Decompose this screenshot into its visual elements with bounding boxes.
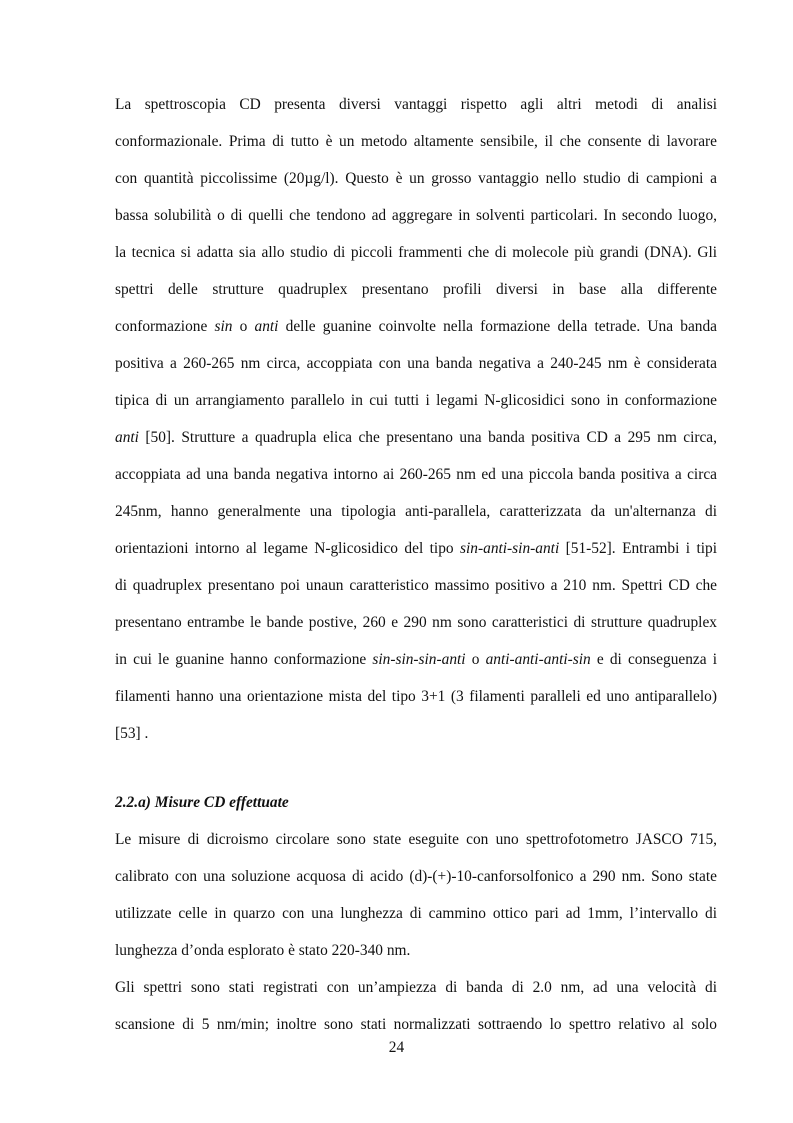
- text-run: accoppiata ad una banda negativa intorno ai 260-265 nm ed una piccola banda positiva a circa: [115, 466, 717, 483]
- italic-term: sin-anti-sin-anti: [460, 540, 560, 557]
- text-run: di quadruplex presentano poi unaun caratteristico massimo positivo a 210 nm. Spettri CD che: [115, 577, 717, 594]
- paragraph-cd-measurements: [115, 821, 717, 969]
- text-line: [115, 123, 717, 160]
- text-line: [115, 604, 717, 641]
- text-line: [115, 858, 717, 895]
- text-line: [115, 895, 717, 932]
- text-run: bassa solubilità o di quelli che tendono ad aggregare in solventi particolari. In secondo luogo,: [115, 207, 717, 224]
- text-run: Gli spettri sono stati registrati con un’ampiezza di banda di 2.0 nm, ad una velocità di: [115, 979, 717, 996]
- text-run: filamenti hanno una orientazione mista del tipo 3+1 (3 filamenti paralleli ed uno antiparallelo): [115, 688, 717, 705]
- text-line: [115, 530, 717, 567]
- text-run: [50]. Strutture a quadrupla elica che presentano una banda positiva CD a 295 nm circa,: [138, 429, 717, 446]
- text-run: conformazione: [115, 318, 215, 335]
- italic-term: anti: [115, 429, 139, 446]
- text-run: calibrato con una soluzione acquosa di acido (d)-(+)-10-canforsolfonico a 290 nm. Sono state: [115, 868, 717, 885]
- text-line: [115, 382, 717, 419]
- text-run: La spettroscopia CD presenta diversi vantaggi rispetto agli altri metodi di analisi: [115, 96, 717, 113]
- text-line: [115, 197, 717, 234]
- section-heading: 2.2.a) Misure CD effettuate: [115, 794, 289, 811]
- page-number: 24: [388, 1039, 405, 1056]
- text-run: o: [232, 318, 255, 335]
- text-run: Le misure di dicroismo circolare sono state eseguite con uno spettrofotometro JASCO 715,: [115, 831, 717, 848]
- text-line: [115, 308, 717, 345]
- text-run: la tecnica si adatta sia allo studio di piccoli frammenti che di molecole più grandi (DNA). Gli: [115, 244, 717, 261]
- text-run: orientazioni intorno al legame N-glicosidico del tipo: [115, 540, 461, 557]
- text-run: presentano entrambe le bande postive, 260 e 290 nm sono caratteristici di strutture quadruplex: [115, 614, 717, 631]
- text-line: [115, 271, 717, 308]
- text-run: [51-52]. Entrambi i tipi: [559, 540, 717, 557]
- italic-term: sin-sin-sin-anti: [372, 651, 466, 668]
- paragraph-spectra-recording: [115, 969, 717, 1043]
- text-line: [115, 419, 717, 456]
- text-run: positiva a 260-265 nm circa, accoppiata con una banda negativa a 240-245 nm è considerata: [115, 355, 717, 372]
- text-line: [115, 160, 717, 197]
- text-line: [115, 567, 717, 604]
- text-run: lunghezza d’onda esplorato è stato 220-340 nm.: [115, 942, 411, 959]
- text-line: [115, 932, 717, 969]
- italic-term: anti-anti-anti-sin: [485, 651, 591, 668]
- text-run: e di conseguenza i: [590, 651, 717, 668]
- text-run: [53] .: [115, 725, 149, 742]
- text-line: [115, 715, 717, 752]
- text-run: spettri delle strutture quadruplex presentano profili diversi in base alla differente: [115, 281, 717, 298]
- text-run: tipica di un arrangiamento parallelo in cui tutti i legami N-glicosidici sono in conformazione: [115, 392, 717, 409]
- text-line: [115, 678, 717, 715]
- italic-term: anti: [254, 318, 279, 335]
- document-body: [115, 86, 717, 1043]
- text-run: 245nm, hanno generalmente una tipologia anti-parallela, caratterizzata da un'alternanza di: [115, 503, 717, 520]
- text-line: [115, 493, 717, 530]
- text-run: delle guanine coinvolte nella formazione della tetrade. Una banda: [278, 318, 717, 335]
- paragraph-cd-advantages: [115, 86, 717, 752]
- text-run: utilizzate celle in quarzo con una lunghezza di cammino ottico pari ad 1mm, l’intervallo di: [115, 905, 717, 922]
- text-line: [115, 234, 717, 271]
- text-line: [115, 86, 717, 123]
- text-run: con quantità piccolissime (20µg/l). Questo è un grosso vantaggio nello studio di campioni a: [115, 170, 717, 187]
- text-run: in cui le guanine hanno conformazione: [115, 651, 373, 668]
- text-run: conformazionale. Prima di tutto è un metodo altamente sensibile, il che consente di lavorare: [115, 133, 717, 150]
- text-line: [115, 345, 717, 382]
- text-run: scansione di 5 nm/min; inoltre sono stati normalizzati sottraendo lo spettro relativo al solo: [115, 1016, 717, 1033]
- text-line: [115, 456, 717, 493]
- text-line: [115, 969, 717, 1006]
- text-line: [115, 641, 717, 678]
- text-run: o: [465, 651, 486, 668]
- italic-term: sin: [214, 318, 233, 335]
- text-line: [115, 821, 717, 858]
